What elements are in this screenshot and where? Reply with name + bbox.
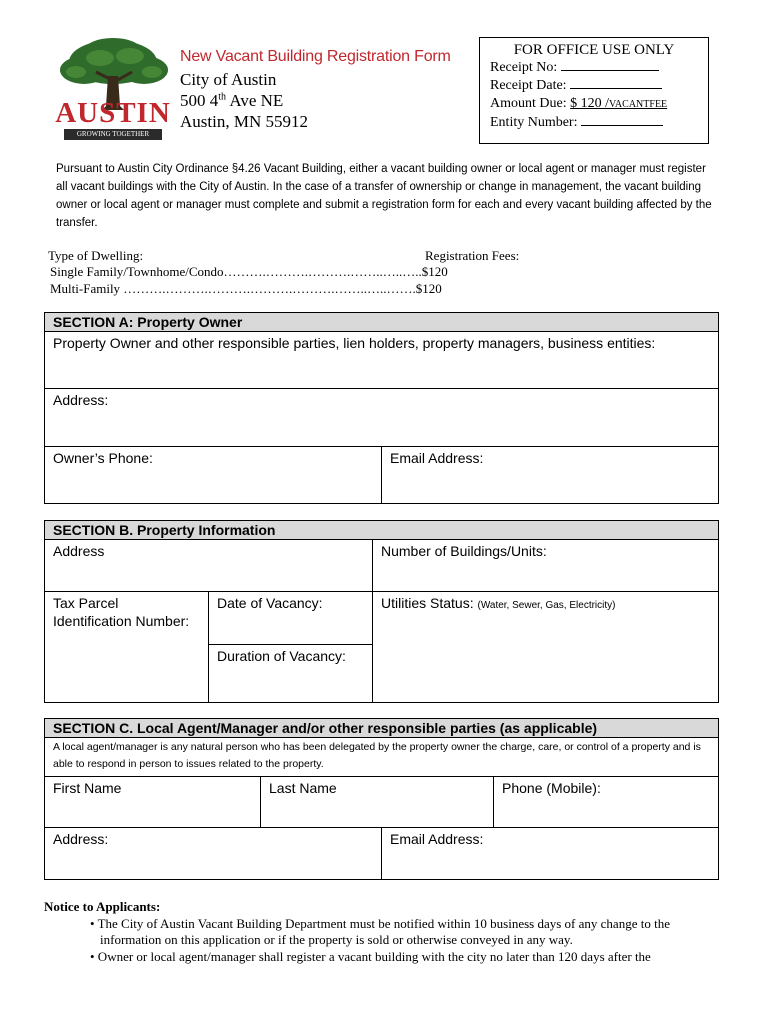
registration-fees-label: Registration Fees: [425,248,520,263]
entity-number-row: Entity Number: [490,114,708,132]
last-name-label: Last Name [269,780,337,796]
utilities-status-field[interactable] [372,591,719,703]
buildings-units-label: Number of Buildings/Units: [381,543,547,559]
utilities-status-label: Utilities Status: [381,595,474,611]
receipt-date-field[interactable] [570,88,662,89]
notice-title: Notice to Applicants: [44,899,161,914]
utilities-status-note: (Water, Sewer, Gas, Electricity) [477,600,616,611]
type-of-dwelling-label: Type of Dwelling: [48,248,144,263]
agent-definition-note: A local agent/manager is any natural person who has been delegated by the property owner the charge, care, or control of a property and is able to respond in person to issues related to the property. [44,737,719,777]
receipt-no-field[interactable] [561,70,659,71]
city-name: City of Austin [180,70,277,89]
tax-parcel-label: Tax Parcel Identification Number: [53,595,190,629]
notice-bullet-2-line-1: • Owner or local agent/manager shall register a vacant building with the city no later than 120 days after the [90,949,651,964]
city-logo [52,36,174,146]
form-title: New Vacant Building Registration Form [180,48,451,65]
duration-of-vacancy-field[interactable] [208,644,373,703]
owner-field[interactable] [44,331,719,389]
owner-address-field[interactable] [44,388,719,447]
notice-bullet-1-line-2: information on this application or if the property is sold or otherwise conveyed in any way. [100,932,573,947]
receipt-date-row: Receipt Date: [490,77,708,95]
office-use-title: FOR OFFICE USE ONLY [513,42,675,58]
city-state-zip: Austin, MN 55912 [180,112,308,131]
section-b-header: SECTION B. Property Information [44,520,719,540]
amount-due-row: Amount Due: $ 120 /VACANTFEE [490,96,668,111]
owner-email-field[interactable] [381,446,719,504]
agent-address-label: Address: [53,831,109,847]
owner-email-label: Email Address: [390,450,484,466]
owner-label: Property Owner and other responsible parties, lien holders, property managers, business entities: [53,335,656,351]
agent-phone-label: Phone (Mobile): [502,780,601,796]
logo-tagline: GROWING TOGETHER [64,129,162,140]
section-a-header: SECTION A: Property Owner [44,312,719,332]
notice-bullet-1-line-1: • The City of Austin Vacant Building Department must be notified within 10 business days of any change to the [90,916,670,931]
agent-email-label: Email Address: [390,831,484,847]
receipt-no-row: Receipt No: [490,59,708,77]
logo-wordmark: AUSTIN [55,97,171,129]
buildings-units-field[interactable] [372,539,719,592]
entity-number-field[interactable] [581,125,663,126]
date-of-vacancy-field[interactable] [208,591,373,645]
date-of-vacancy-label: Date of Vacancy: [217,595,323,611]
tax-parcel-field[interactable] [44,591,209,703]
agent-phone-field[interactable] [493,776,719,828]
agent-email-field[interactable] [381,827,719,880]
duration-of-vacancy-label: Duration of Vacancy: [217,648,346,664]
owner-phone-label: Owner’s Phone: [53,450,153,466]
intro-paragraph: Pursuant to Austin City Ordinance §4.26 Vacant Building, either a vacant building owner or local agent or manager must register all vacant buildings with the City of Austin. In the case of a transfer of ownership or change in management, the vacant building owner or local agent or manager must complete and submit a registration form for each and every vacant building affected by the transfer. [56,163,712,229]
fee-multi-family: Multi-Family ……….……….……….……….……….……..…..…….$120 [50,281,442,296]
owner-phone-field[interactable] [44,446,382,504]
street-address: 500 4th Ave NE [180,91,284,110]
owner-address-label: Address: [53,392,109,408]
property-address-field[interactable] [44,539,373,592]
first-name-label: First Name [53,780,122,796]
agent-address-field[interactable] [44,827,382,880]
fee-single-family: Single Family/Townhome/Condo……….……….……….……..…..…..$120 [50,264,448,279]
property-address-label: Address [53,543,105,559]
section-c-header: SECTION C. Local Agent/Manager and/or other responsible parties (as applicable) [44,718,719,738]
agent-last-name-field[interactable] [260,776,494,828]
agent-first-name-field[interactable] [44,776,261,828]
office-use-box [479,37,709,144]
